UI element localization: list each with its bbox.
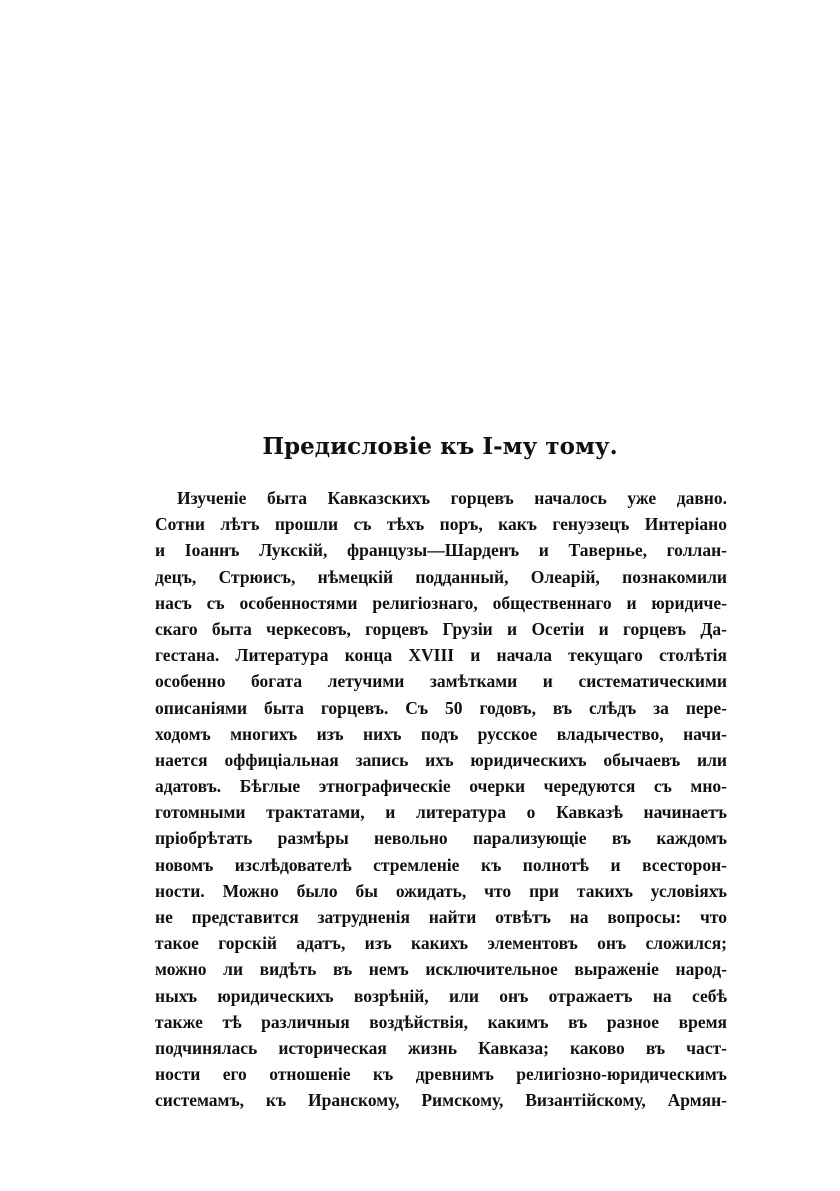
text-line: ныхъ юридическихъ возрѣній, или онъ отражаетъ на себѣ	[155, 985, 727, 1006]
text-line: ности его отношеніе къ древнимъ религіозно-юридическимъ	[155, 1064, 727, 1085]
text-line: насъ съ особенностями религіознаго, общественнаго и юридиче-	[155, 592, 727, 613]
text-line: Сотни лѣтъ прошли съ тѣхъ поръ, какъ генуэзецъ Интеріано	[155, 514, 727, 535]
text-line: пріобрѣтать размѣры невольно парализующіе въ каждомъ	[155, 828, 727, 849]
text-line: скаго быта черкесовъ, горцевъ Грузіи и Осетіи и горцевъ Да-	[155, 618, 727, 639]
text-line: адатовъ. Бѣглые этнографическіе очерки чередуются съ мно-	[155, 776, 727, 797]
text-line: не представится затрудненія найти отвѣтъ на вопросы: что	[155, 907, 727, 927]
text-line: системамъ, къ Иранскому, Римскому, Византійскому, Армян-	[155, 1090, 727, 1111]
text-line: можно ли видѣть въ немъ исключительное выраженіе народ-	[155, 959, 727, 980]
page-title: Предисловіе къ I-му тому.	[262, 433, 618, 460]
text-line: Изученіе быта Кавказскихъ горцевъ началось уже давно.	[177, 488, 727, 508]
text-line: готомными трактатами, и литература о Кавказѣ начинаетъ	[155, 802, 727, 823]
body-text	[155, 485, 727, 1114]
text-line: такое горскій адатъ, изъ какихъ элементовъ онъ сложился;	[155, 933, 727, 954]
text-line: гестана. Литература конца XVIII и начала текущаго столѣтія	[155, 645, 727, 666]
text-line: ности. Можно было бы ожидать, что при такихъ условіяхъ	[155, 880, 727, 901]
text-line: и Іоаннъ Лукскій, французы—Шарденъ и Тавернье, голлан-	[155, 540, 727, 561]
text-line: нается оффиціальная запись ихъ юридическихъ обычаевъ или	[155, 749, 727, 770]
text-line: ходомъ многихъ изъ нихъ подъ русское владычество, начи-	[155, 723, 727, 744]
text-line: также тѣ различныя воздѣйствія, какимъ въ разное время	[155, 1011, 727, 1032]
text-line: особенно богата летучими замѣтками и систематическими	[155, 671, 727, 692]
text-line: децъ, Стрюисъ, нѣмецкій подданный, Олеарій, познакомили	[155, 566, 727, 587]
text-line: описаніями быта горцевъ. Съ 50 годовъ, въ слѣдъ за пере-	[155, 697, 727, 718]
text-line: новомъ изслѣдователѣ стремленіе къ полнотѣ и всесторон-	[155, 854, 727, 875]
text-line: подчинялась историческая жизнь Кавказа; каково въ част-	[155, 1037, 727, 1058]
